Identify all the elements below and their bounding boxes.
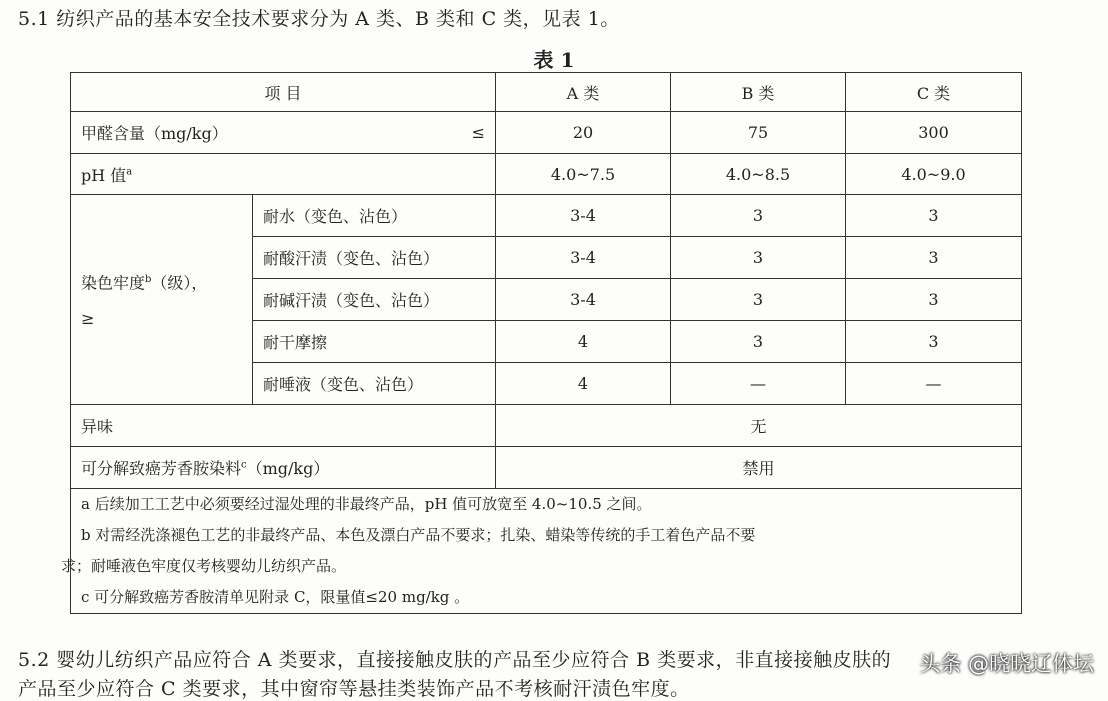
fastness-name: 耐酸汗渍（变色、沾色） xyxy=(253,237,496,279)
ph-a: 4.0~7.5 xyxy=(496,154,671,195)
formaldehyde-label: 甲醛含量（mg/kg） xyxy=(81,124,228,143)
amine-value: 禁用 xyxy=(496,447,1022,489)
fastness-b: — xyxy=(671,363,846,405)
fastness-b: 3 xyxy=(671,321,846,363)
formaldehyde-operator: ≤ xyxy=(471,123,485,142)
footnote-mark-a: a xyxy=(126,166,133,178)
footnote-mark-c: c xyxy=(241,459,247,471)
header-class-a: A 类 xyxy=(496,73,671,112)
table-row-odor xyxy=(71,405,1022,447)
fastness-label-cell xyxy=(71,195,253,405)
formaldehyde-b: 75 xyxy=(671,112,846,154)
table-header-row xyxy=(71,73,1022,112)
fastness-name: 耐干摩擦 xyxy=(253,321,496,363)
table-row-notes xyxy=(71,489,1022,614)
fastness-a: 3-4 xyxy=(496,237,671,279)
watermark: 头条 @晓晓辽体坛 xyxy=(919,652,1094,676)
ph-label-cell xyxy=(71,154,496,195)
notes-cell xyxy=(61,489,1022,614)
note-b-line2: 求；耐唾液色牢度仅考核婴幼儿纺织产品。 xyxy=(61,557,347,575)
odor-label: 异味 xyxy=(71,405,496,447)
fastness-a: 4 xyxy=(496,363,671,405)
fastness-c: 3 xyxy=(846,237,1022,279)
fastness-name: 耐唾液（变色、沾色） xyxy=(253,363,496,405)
fastness-c: 3 xyxy=(846,321,1022,363)
fastness-b: 3 xyxy=(671,195,846,237)
fastness-a: 3-4 xyxy=(496,279,671,321)
fastness-c: — xyxy=(846,363,1022,405)
amine-label: 可分解致癌芳香胺染料 xyxy=(81,459,242,478)
fastness-label: 染色牢度 xyxy=(81,273,146,293)
fastness-operator: ≥ xyxy=(81,309,95,329)
ph-c: 4.0~9.0 xyxy=(846,154,1022,195)
note-c: c 可分解致癌芳香胺清单见附录 C，限量值≤20 mg/kg 。 xyxy=(81,588,470,606)
amine-unit: （mg/kg） xyxy=(246,459,330,478)
fastness-label-tail: （级）， xyxy=(151,273,208,293)
safety-requirements-table xyxy=(61,72,1022,614)
header-class-c: C 类 xyxy=(846,73,1022,112)
table-title: 表 1 xyxy=(533,48,575,72)
fastness-a: 3-4 xyxy=(496,195,671,237)
fastness-b: 3 xyxy=(671,237,846,279)
section-5-2-line2: 产品至少应符合 C 类要求，其中窗帘等悬挂类装饰产品不考核耐汗渍色牢度。 xyxy=(18,678,690,700)
header-item: 项 目 xyxy=(71,73,496,112)
intro-paragraph: 5.1 纺织产品的基本安全技术要求分为 A 类、B 类和 C 类，见表 1。 xyxy=(18,8,620,30)
note-a: a 后续加工工艺中必须要经过湿处理的非最终产品，pH 值可放宽至 4.0~10.5 之间。 xyxy=(81,495,652,513)
fastness-a: 4 xyxy=(496,321,671,363)
note-b-line1: b 对需经洗涤褪色工艺的非最终产品、本色及漂白产品不要求；扎染、蜡染等传统的手工着色产品不要 xyxy=(81,526,756,544)
fastness-c: 3 xyxy=(846,279,1022,321)
fastness-name: 耐碱汗渍（变色、沾色） xyxy=(253,279,496,321)
amine-label-cell xyxy=(71,447,496,489)
table-row-amine xyxy=(71,447,1022,489)
header-class-b: B 类 xyxy=(671,73,846,112)
table-row-formaldehyde xyxy=(71,112,1022,154)
ph-label: pH 值 xyxy=(81,165,127,185)
odor-value: 无 xyxy=(496,405,1022,447)
table-row-fastness-water xyxy=(71,195,1022,237)
formaldehyde-label-cell xyxy=(71,112,496,154)
section-5-2-line1: 5.2 婴幼儿纺织产品应符合 A 类要求，直接接触皮肤的产品至少应符合 B 类要求，非直接接触皮肤的 xyxy=(18,649,892,671)
fastness-name: 耐水（变色、沾色） xyxy=(253,195,496,237)
formaldehyde-a: 20 xyxy=(496,112,671,154)
fastness-c: 3 xyxy=(846,195,1022,237)
ph-b: 4.0~8.5 xyxy=(671,154,846,195)
formaldehyde-c: 300 xyxy=(846,112,1022,154)
footnote-mark-b: b xyxy=(145,273,152,285)
fastness-b: 3 xyxy=(671,279,846,321)
table-row-ph xyxy=(71,154,1022,195)
